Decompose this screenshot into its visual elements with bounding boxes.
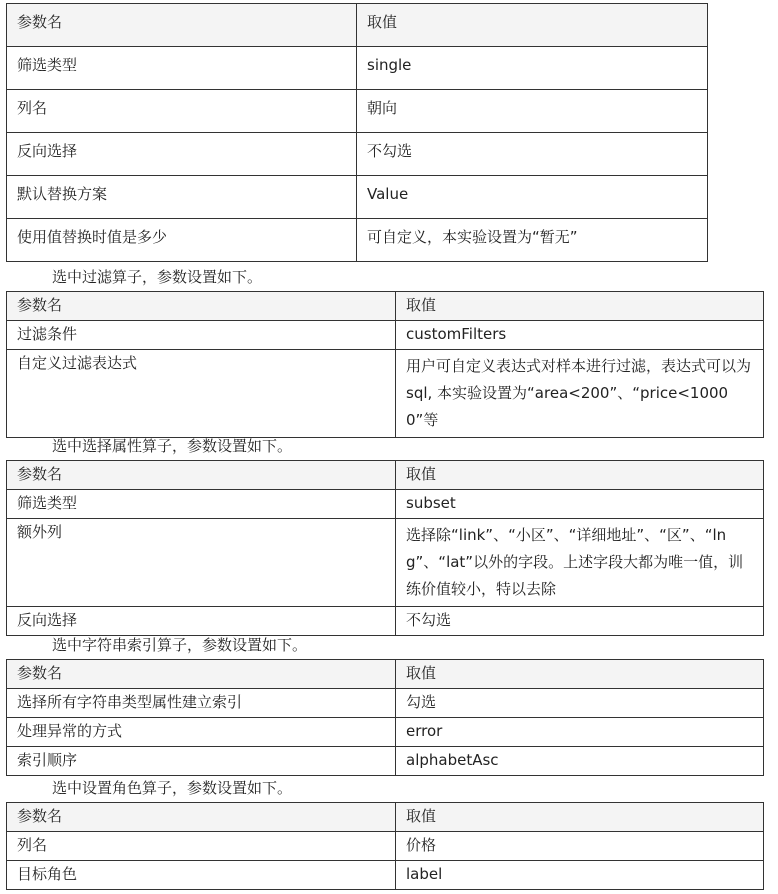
params-table-1 — [6, 3, 708, 262]
table-row — [7, 133, 708, 176]
table-header-row — [7, 292, 764, 321]
param-name-cell: 过滤条件 — [7, 321, 396, 350]
table-header-row — [7, 660, 764, 689]
header-cell-value: 取值 — [396, 292, 764, 321]
params-table-3 — [6, 460, 764, 636]
param-value-cell: 选择除“link”、“小区”、“详细地址”、“区”、“lng”、“lat”以外的字段。上述字段大都为唯一值，训练价值较小，特以去除 — [396, 519, 764, 607]
param-value-cell: Value — [357, 176, 708, 219]
table-row — [7, 47, 708, 90]
param-name-cell: 筛选类型 — [7, 490, 396, 519]
section-caption: 选中设置角色算子，参数设置如下。 — [52, 779, 293, 797]
header-cell-name: 参数名 — [7, 461, 396, 490]
param-name-cell: 选择所有字符串类型属性建立索引 — [7, 689, 396, 718]
table-row — [7, 747, 764, 776]
table-row — [7, 176, 708, 219]
param-value-cell: 价格 — [396, 832, 764, 861]
table-row — [7, 607, 764, 636]
param-value-cell: single — [357, 47, 708, 90]
table-row — [7, 350, 764, 438]
param-name-cell: 自定义过滤表达式 — [7, 350, 396, 438]
header-cell-value: 取值 — [396, 660, 764, 689]
param-value-cell: 不勾选 — [396, 607, 764, 636]
param-value-cell: customFilters — [396, 321, 764, 350]
table-row — [7, 832, 764, 861]
param-value-cell: error — [396, 718, 764, 747]
param-value-cell: label — [396, 861, 764, 890]
param-name-cell: 筛选类型 — [7, 47, 357, 90]
param-name-cell: 列名 — [7, 832, 396, 861]
param-name-cell: 目标角色 — [7, 861, 396, 890]
section-caption: 选中过滤算子，参数设置如下。 — [52, 268, 263, 286]
params-table-4 — [6, 659, 764, 776]
param-name-cell: 反向选择 — [7, 133, 357, 176]
table-row — [7, 219, 708, 262]
params-table-2 — [6, 291, 764, 438]
table-header-row — [7, 803, 764, 832]
header-cell-value: 取值 — [396, 461, 764, 490]
param-value-cell: 可自定义，本实验设置为“暂无” — [357, 219, 708, 262]
header-cell-name: 参数名 — [7, 292, 396, 321]
section-caption: 选中字符串索引算子，参数设置如下。 — [52, 636, 308, 654]
param-name-cell: 额外列 — [7, 519, 396, 607]
param-value-cell: alphabetAsc — [396, 747, 764, 776]
param-name-cell: 列名 — [7, 90, 357, 133]
param-name-cell: 反向选择 — [7, 607, 396, 636]
table-row — [7, 519, 764, 607]
header-cell-name: 参数名 — [7, 803, 396, 832]
param-name-cell: 处理异常的方式 — [7, 718, 396, 747]
section-caption: 选中选择属性算子，参数设置如下。 — [52, 437, 293, 455]
table-header-row — [7, 461, 764, 490]
header-cell-value: 取值 — [396, 803, 764, 832]
table-header-row — [7, 4, 708, 47]
header-cell-name: 参数名 — [7, 660, 396, 689]
param-name-cell: 默认替换方案 — [7, 176, 357, 219]
table-row — [7, 321, 764, 350]
param-value-cell: 不勾选 — [357, 133, 708, 176]
params-table-5 — [6, 802, 764, 890]
table-row — [7, 90, 708, 133]
param-value-cell: 用户可自定义表达式对样本进行过滤，表达式可以为 sql, 本实验设置为“area<200”、“price<10000”等 — [396, 350, 764, 438]
param-value-cell: 朝向 — [357, 90, 708, 133]
table-row — [7, 689, 764, 718]
param-name-cell: 索引顺序 — [7, 747, 396, 776]
param-value-cell: 勾选 — [396, 689, 764, 718]
header-cell-name: 参数名 — [7, 4, 357, 47]
header-cell-value: 取值 — [357, 4, 708, 47]
param-name-cell: 使用值替换时值是多少 — [7, 219, 357, 262]
param-value-cell: subset — [396, 490, 764, 519]
table-row — [7, 718, 764, 747]
table-row — [7, 490, 764, 519]
table-row — [7, 861, 764, 890]
